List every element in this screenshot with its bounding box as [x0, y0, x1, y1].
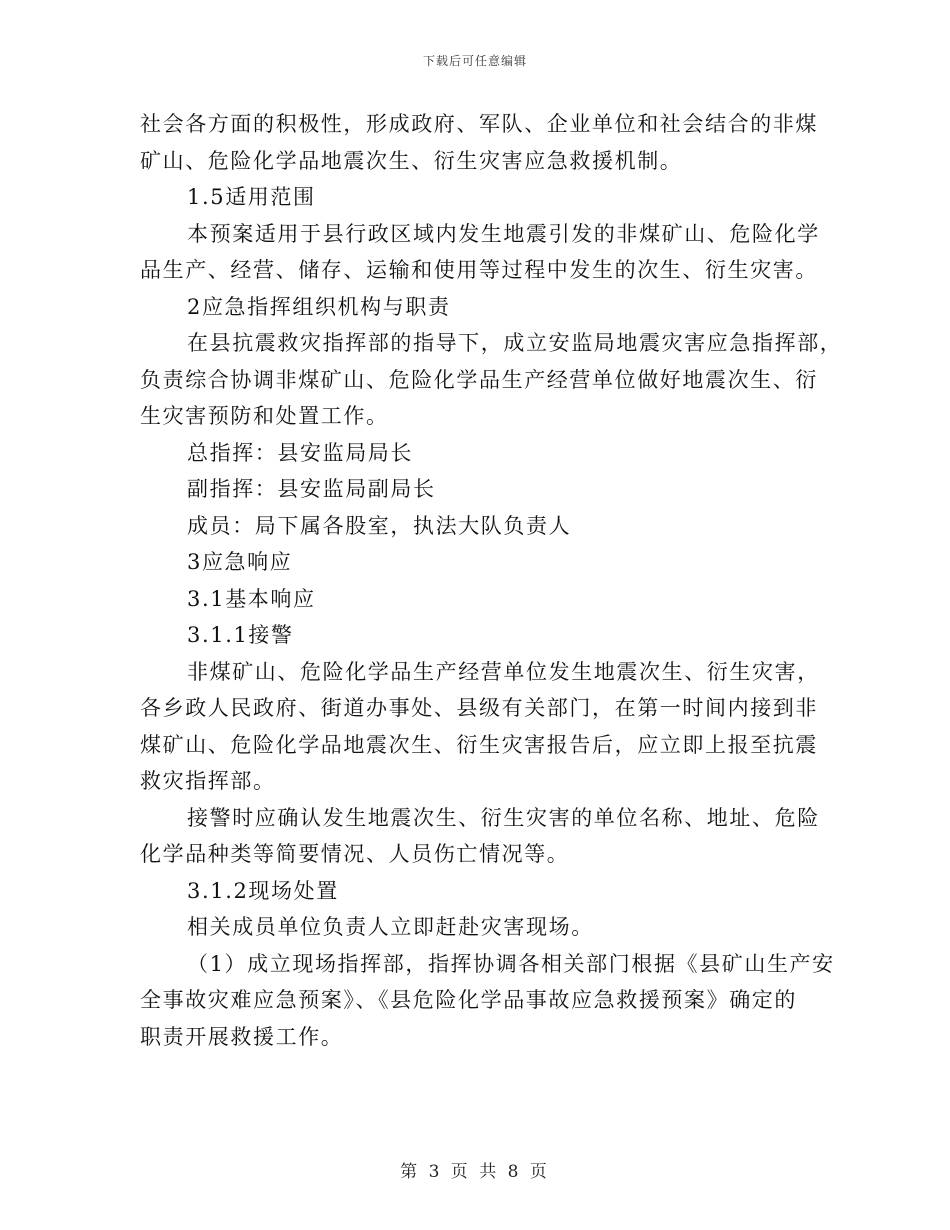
text-line: 各乡政人民政府、街道办事处、县级有关部门，在第一时间内接到非: [140, 696, 818, 720]
text-line: 接警时应确认发生地震次生、衍生灾害的单位名称、地址、危险: [187, 805, 820, 830]
text-line: 救灾指挥部。: [140, 769, 276, 793]
text-line: 本预案适用于县行政区域内发生地震引发的非煤矿山、危险化学: [187, 221, 820, 246]
text-line: 社会各方面的积极性，形成政府、军队、企业单位和社会结合的非煤: [140, 112, 818, 136]
text-line: 煤矿山、危险化学品地震次生、衍生灾害报告后，应立即上报至抗震: [140, 732, 818, 757]
text-line: （1）成立现场指挥部，指挥协调各相关部门根据《县矿山生产安: [187, 951, 835, 976]
text-line: 矿山、危险化学品地震次生、衍生灾害应急救援机制。: [140, 148, 683, 173]
page-header-note: 下载后可任意编辑: [422, 54, 527, 68]
text-line: 相关成员单位负责人立即赶赴灾害现场。: [187, 915, 594, 939]
text-line: 副指挥：县安监局副局长: [187, 477, 436, 501]
text-line: 职责开展救援工作。: [140, 1024, 344, 1049]
page-number-footer: 第 3 页 共 8 页: [400, 1162, 550, 1182]
text-line: 化学品种类等简要情况、人员伤亡情况等。: [140, 842, 570, 866]
text-line: 2应急指挥组织机构与职责: [187, 294, 451, 319]
text-line: 负责综合协调非煤矿山、危险化学品生产经营单位做好地震次生、衍: [140, 367, 818, 392]
text-line: 生灾害预防和处置工作。: [140, 404, 389, 428]
text-line: 非煤矿山、危险化学品生产经营单位发生地震次生、衍生灾害，: [187, 659, 820, 684]
text-line: 总指挥：县安监局局长: [187, 440, 413, 465]
text-line: 3.1基本响应: [187, 586, 316, 611]
text-line: 品生产、经营、储存、运输和使用等过程中发生的次生、衍生灾害。: [140, 258, 818, 282]
text-line: 3.1.2现场处置: [187, 878, 339, 903]
text-line: 在县抗震救灾指挥部的指导下，成立安监局地震灾害应急指挥部，: [187, 331, 843, 355]
text-line: 3.1.1接警: [187, 623, 294, 647]
document-body: [140, 106, 843, 1055]
text-line: 1.5适用范围: [187, 185, 316, 209]
text-line: 成员：局下属各股室，执法大队负责人: [187, 513, 572, 538]
text-line: 全事故灾难应急预案》、《县危险化学品事故应急救援预案》确定的: [140, 988, 797, 1012]
text-line: 3应急响应: [187, 550, 293, 574]
